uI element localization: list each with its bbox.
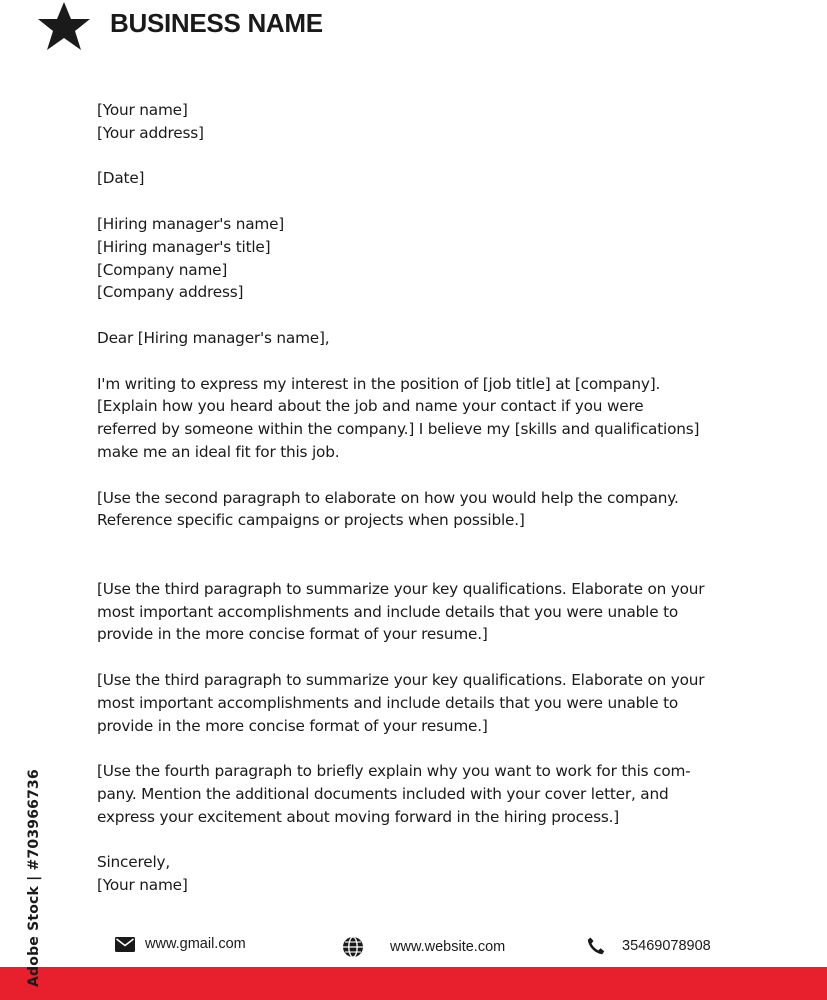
paragraph-line: provide in the more concise format of your resume.] — [97, 625, 488, 644]
paragraph-1 — [97, 373, 747, 464]
paragraph-line: most important accomplishments and include details that you were unable to — [97, 602, 679, 621]
paragraph-3 — [97, 578, 747, 646]
footer-website[interactable] — [342, 936, 505, 958]
phone-text: 35469078908 — [622, 938, 711, 954]
phone-icon — [586, 936, 606, 956]
paragraph-2 — [97, 487, 747, 533]
signature-name: [Your name] — [97, 876, 188, 895]
recipient-title: [Hiring manager's title] — [97, 237, 271, 256]
salutation: Dear [Hiring manager's name], — [97, 328, 330, 347]
recipient-name: [Hiring manager's name] — [97, 214, 285, 233]
letter-body — [97, 99, 747, 897]
paragraph-line: I'm writing to express my interest in the position of [job title] at [company]. — [97, 374, 661, 393]
sender-name: [Your name] — [97, 101, 188, 119]
footer-bar — [0, 967, 827, 1000]
letter-date: [Date] — [97, 169, 145, 188]
star-icon — [36, 0, 92, 52]
globe-icon — [342, 936, 364, 958]
stock-credit-watermark: Adobe Stock | #703966736 — [26, 769, 42, 987]
footer-email[interactable] — [115, 936, 246, 952]
paragraph-line: [Use the second paragraph to elaborate on how you would help the company. — [97, 488, 679, 507]
paragraph-line: provide in the more concise format of your resume.] — [97, 716, 488, 735]
paragraph-line: make me an ideal fit for this job. — [97, 442, 340, 461]
paragraph-line: express your excitement about moving forward in the hiring process.] — [97, 807, 620, 826]
envelope-icon — [115, 937, 135, 952]
sender-address: [Your address] — [97, 123, 204, 142]
footer-phone[interactable] — [586, 936, 711, 956]
paragraph-line: most important accomplishments and include details that you were unable to — [97, 693, 679, 712]
paragraph-line: referred by someone within the company.] I believe my [skills and qualifications] — [97, 420, 700, 439]
closing: Sincerely, — [97, 853, 171, 872]
email-text: www.gmail.com — [145, 936, 246, 952]
paragraph-line: pany. Mention the additional documents included with your cover letter, and — [97, 784, 669, 803]
website-text: www.website.com — [390, 939, 506, 955]
paragraph-5 — [97, 760, 747, 828]
paragraph-line: [Explain how you heard about the job and name your contact if you were — [97, 397, 644, 416]
paragraph-4 — [97, 669, 747, 737]
paragraph-line: Reference specific campaigns or projects when possible.] — [97, 511, 525, 530]
business-name: BUSINESS NAME — [110, 8, 323, 38]
recipient-company: [Company name] — [97, 260, 228, 279]
recipient-address: [Company address] — [97, 283, 244, 302]
paragraph-line: [Use the third paragraph to summarize your key qualifications. Elaborate on your — [97, 579, 705, 598]
paragraph-line: [Use the third paragraph to summarize your key qualifications. Elaborate on your — [97, 670, 705, 689]
paragraph-line: [Use the fourth paragraph to briefly explain why you want to work for this com- — [97, 762, 691, 781]
